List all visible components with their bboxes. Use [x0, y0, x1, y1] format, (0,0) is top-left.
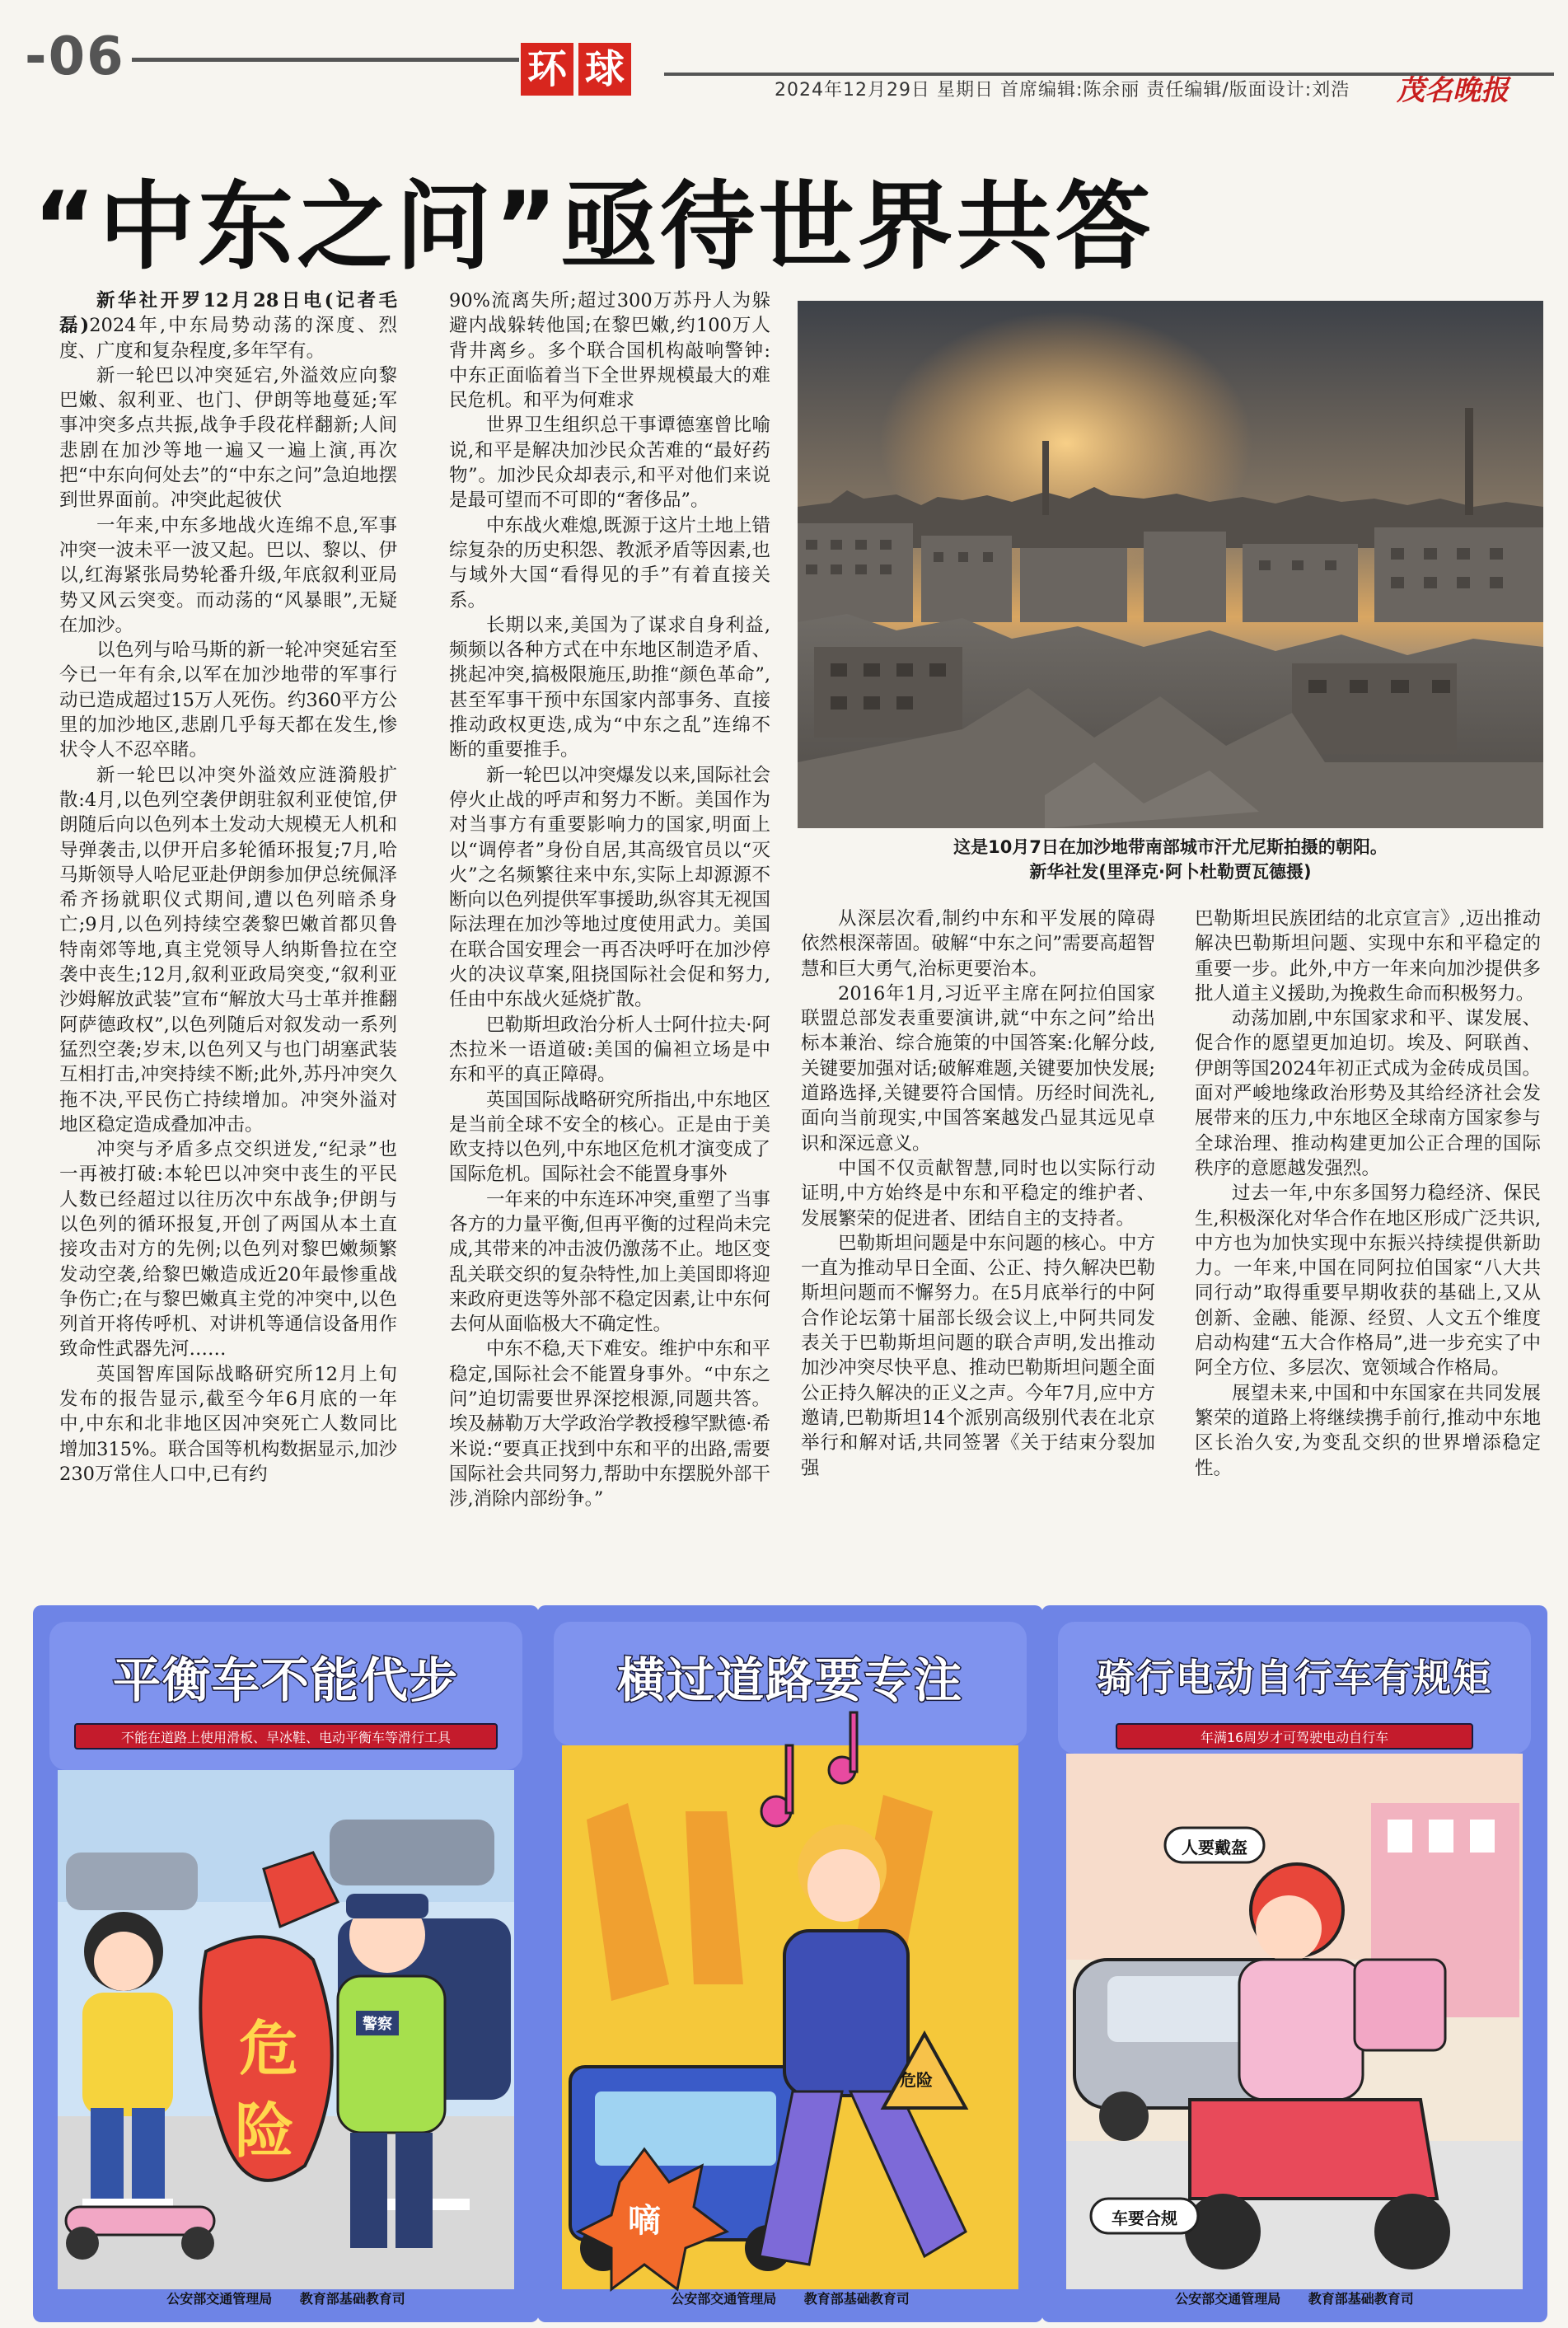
poster-cross-road: [537, 1605, 1043, 2322]
article-paragraph: [59, 638, 397, 762]
poster-1-illustration: [33, 1605, 539, 2322]
dateline: 新华社开罗12月28日电(记者毛磊): [59, 290, 397, 337]
paragraph-text: 中东不稳,天下难安。维护中东和平稳定,国际社会不能置身事外。“中东之问”迫切需要世界深挖根源,同题共答。埃及赫勒万大学政治学教授穆罕默德·希米说:“要真正找到中东和平的出路,需要国际社会共同努力,帮助中东摆脱外部干涉,消除内部纷争。”: [449, 1338, 770, 1511]
poster-3-footer: [1041, 2288, 1547, 2307]
poster-1-label-xian: 险: [235, 2096, 295, 2166]
paragraph-text: 过去一年,中东多国努力稳经济、保民生,积极深化对华合作在地区形成广泛共识,中方也为加快实现中东振兴持续提供新助力。一年来,中国在同阿拉伯国家“八大共同行动”取得重要早期收获的基础上,又从创新、金融、能源、经贸、人文五个维度启动构建“五大合作格局”,进一步充实了中阿全方位、多层次、宽领域合作格局。: [1195, 1183, 1541, 1379]
article-paragraph: [59, 763, 397, 1137]
article-paragraph: [449, 763, 770, 1013]
article-paragraph: [59, 1137, 397, 1362]
poster-3-label-compliant: 车要合规: [1112, 2209, 1177, 2228]
poster-3-subtitle: 年满16周岁才可驾驶电动自行车: [1116, 1723, 1473, 1750]
poster-1-footer-org-2: 教育部基础教育司: [299, 2291, 405, 2307]
article-paragraph: [1195, 1381, 1541, 1481]
paragraph-text: 从深层次看,制约中东和平发展的障碍依然根深蒂固。破解“中东之问”需要高超智慧和巨大勇气,治标更要治本。: [801, 908, 1155, 980]
poster-1-footer: [33, 2288, 539, 2307]
poster-3-footer-org-2: 教育部基础教育司: [1308, 2291, 1414, 2307]
news-photo: [798, 301, 1543, 828]
article-paragraph: [801, 1156, 1155, 1231]
paragraph-text: 新一轮巴以冲突外溢效应涟漪般扩散:4月,以色列空袭伊朗驻叙利亚使馆,伊朗随后向以色列本土发动大规模无人机和导弹袭击,以伊开启多轮循环报复;7月,哈马斯领导人哈尼亚赴伊朗参加伊总统佩泽希齐扬就职仪式期间,遭以色列暗杀身亡;9月,以色列持续空袭黎巴嫩首都贝鲁特南郊等地,真主党领导人纳斯鲁拉在空袭中丧生;12月,叙利亚政局突变,“叙利亚沙姆解放武装”宣布“解放大马士革并推翻阿萨德政权”,以色列随后对叙发动一系列猛烈空袭;岁末,以色列又与也门胡塞武装互相打击,冲突持续不断;此外,苏丹冲突久拖不决,平民伤亡持续增加。冲突外溢对地区稳定造成叠加冲击。: [59, 764, 397, 1136]
section-tag: [521, 43, 636, 96]
article-paragraph: [59, 513, 397, 638]
page-number: -06: [25, 26, 125, 87]
article-column-1: [59, 288, 397, 1487]
page-header: [0, 0, 1568, 148]
paragraph-text: 世界卫生组织总干事谭德塞曾比喻说,和平是解决加沙民众苦难的“最好药物”。加沙民众却表示,和平对他们来说是最可望而不可即的“奢侈品”。: [449, 415, 770, 512]
poster-1-subtitle: 不能在道路上使用滑板、旱冰鞋、电动平衡车等滑行工具: [74, 1723, 498, 1750]
paragraph-text: 一年来的中东连环冲突,重塑了当事各方的力量平衡,但再平衡的过程尚未完成,其带来的冲击波仍激荡不止。地区变乱关联交织的复杂特性,加上美国即将迎来政府更迭等外部不稳定因素,让中东何去何从面临极大不确定性。: [449, 1188, 770, 1336]
paragraph-text: 一年来,中东多地战火连绵不息,军事冲突一波未平一波又起。巴以、黎以、伊以,红海紧张局势轮番升级,年底叙利亚局势又风云突变。而动荡的“风暴眼”,无疑在加沙。: [59, 514, 397, 636]
poster-2-footer-org-1: 公安部交通管理局: [671, 2291, 777, 2307]
paragraph-text: 新一轮巴以冲突爆发以来,国际社会停火止战的呼声和努力不断。美国作为对当事方有重要影响力的国家,明面上以“调停者”身份自居,其高级官员以“灭火”之名频繁往来中东,实际上却源源不断向以色列提供军事援助,纵容其无视国际法理在加沙等地过度使用武力。美国在联合国安理会一再否决呼吁在加沙停火的决议草案,阻挠国际社会促和努力,任由中东战火延烧扩散。: [449, 764, 770, 1011]
caption-line-1: 这是10月7日在加沙地带南部城市汗尤尼斯拍摄的朝阳。: [953, 837, 1388, 857]
poster-1-label-police: 警察: [356, 2011, 399, 2035]
paragraph-text: 2016年1月,习近平主席在阿拉伯国家联盟总部发表重要演讲,就“中东之问”给出标本兼治、综合施策的中国答案:化解分歧,关键要加强对话;破解难题,关键要加快发展;道路选择,关键要符合国情。历经时间洗礼,面向当前现实,中国答案越发凸显其远见卓识和深远意义。: [801, 982, 1155, 1155]
article-paragraph: [449, 513, 770, 613]
poster-ebike-rules: [1041, 1605, 1547, 2322]
poster-1-footer-org-1: 公安部交通管理局: [166, 2291, 273, 2307]
article-column-4: [1195, 906, 1541, 1481]
poster-1-label-wei: 危: [239, 2014, 299, 2083]
article-paragraph: [1195, 906, 1541, 1006]
masthead-logo: 茂名晚报: [1397, 74, 1509, 107]
issue-line: 2024年12月29日 星期日 首席编辑:陈余丽 责任编辑/版面设计:刘浩: [775, 80, 1350, 101]
article-paragraph: [449, 1337, 770, 1511]
headline: “中东之问”亟待世界共答: [33, 171, 1154, 283]
article-paragraph: [449, 1187, 770, 1337]
article-paragraph: [1195, 1006, 1541, 1181]
paragraph-text: 巴勒斯坦政治分析人士阿什拉夫·阿杰拉米一语道破:美国的偏袒立场是中东和平的真正障碍。: [449, 1014, 770, 1086]
article-paragraph: [449, 1013, 770, 1088]
photo-caption: [798, 835, 1543, 884]
poster-3-label-helmet: 人要戴盔: [1182, 1838, 1247, 1857]
paragraph-text: 冲突与矛盾多点交织迸发,“纪录”也一再被打破:本轮巴以冲突中丧生的平民人数已经超过以往历次中东战争;伊朗与以色列的循环报复,开创了两国从本土直接攻击对方的先例;以色列对黎巴嫩频繁发动空袭,给黎巴嫩造成近20年最惨重战争伤亡;在与黎巴嫩真主党的冲突中,以色列首开将传呼机、对讲机等通信设备用作致命性武器先河……: [59, 1139, 397, 1361]
caption-line-2: 新华社发(里泽克·阿卜杜勒贾瓦德摄): [1029, 862, 1312, 882]
poster-2-title: 横过道路要专注: [616, 1652, 963, 1708]
article-paragraph: [801, 906, 1155, 981]
paragraph-text: 中国不仅贡献智慧,同时也以实际行动证明,中方始终是中东和平稳定的维护者、发展繁荣的促进者、团结自主的支持者。: [801, 1157, 1155, 1230]
poster-1-title: 平衡车不能代步: [112, 1652, 459, 1708]
header-rule-left: [132, 58, 519, 62]
article-paragraph: [59, 288, 397, 363]
article-paragraph: [449, 1088, 770, 1187]
paragraph-text: 巴勒斯坦民族团结的北京宣言》,迈出推动解决巴勒斯坦问题、实现中东和平稳定的重要一步。此外,中方一年来向加沙提供多批人道主义援助,为挽救生命而积极努力。: [1195, 908, 1541, 1005]
article-paragraph: [801, 1231, 1155, 1481]
paragraph-text: 英国智库国际战略研究所12月上旬发布的报告显示,截至今年6月底的一年中,中东和北非地区因冲突死亡人数同比增加315%。联合国等机构数据显示,加沙230万常住人口中,已有约: [59, 1363, 397, 1485]
article-paragraph: [59, 1362, 397, 1487]
paragraph-text: 中东战火难熄,既源于这片土地上错综复杂的历史积怨、教派矛盾等因素,也与域外大国“看得见的手”有着直接关系。: [449, 514, 770, 611]
section-char-1: 环: [521, 43, 573, 96]
poster-2-label-honk: 嘀: [628, 2202, 661, 2240]
photo-gaza-sunrise: [798, 301, 1543, 828]
paragraph-text: 英国国际战略研究所指出,中东地区是当前全球不安全的核心。正是由于美欧支持以色列,中东地区危机才演变成了国际危机。国际社会不能置身事外: [449, 1089, 770, 1186]
paragraph-text: 长期以来,美国为了谋求自身利益,频频以各种方式在中东地区制造矛盾、挑起冲突,搞极限施压,助推“颜色革命”,甚至军事干预中东国家内部事务、直接推动政权更迭,成为“中东之乱”连绵不断的重要推手。: [449, 614, 770, 761]
poster-2-label-danger: 危险: [900, 2070, 933, 2090]
paragraph-text: 以色列与哈马斯的新一轮冲突延宕至今已一年有余,以军在加沙地带的军事行动已造成超过15万人死伤。约360平方公里的加沙地区,悲剧几乎每天都在发生,惨状令人不忍卒睹。: [59, 639, 397, 761]
article-paragraph: [449, 413, 770, 513]
article-column-3: [801, 906, 1155, 1481]
paragraph-text: 巴勒斯坦问题是中东问题的核心。中方一直为推动早日全面、公正、持久解决巴勒斯坦问题而不懈努力。在5月底举行的中阿合作论坛第十届部长级会议上,中阿共同发表关于巴勒斯坦问题的联合声明,发出推动加沙冲突尽快平息、推动巴勒斯坦问题全面公正持久解决的正义之声。今年7月,应中方邀请,巴勒斯坦14个派别高级别代表在北京举行和解对话,共同签署《关于结束分裂加强: [801, 1232, 1155, 1479]
poster-2-footer-org-2: 教育部基础教育司: [803, 2291, 910, 2307]
article-paragraph: [801, 981, 1155, 1156]
poster-balance-scooter: [33, 1605, 539, 2322]
paragraph-text: 90%流离失所;超过300万苏丹人为躲避内战躲转他国;在黎巴嫩,约100万人背井离乡。多个联合国机构敲响警钟:中东正面临着当下全世界规模最大的难民危机。和平为何难求: [449, 290, 770, 412]
poster-3-footer-org-1: 公安部交通管理局: [1175, 2291, 1281, 2307]
article-paragraph: [449, 613, 770, 763]
article-paragraph: [449, 288, 770, 413]
paragraph-text: 2024年,中东局势动荡的深度、烈度、广度和复杂程度,多年罕有。: [59, 315, 397, 362]
paragraph-text: 展望未来,中国和中东国家在共同发展繁荣的道路上将继续携手前行,推动中东地区长治久安,为变乱交织的世界增添稳定性。: [1195, 1382, 1541, 1479]
poster-3-title: 骑行电动自行车有规矩: [1097, 1656, 1492, 1700]
section-char-2: 球: [578, 43, 631, 96]
article-paragraph: [59, 363, 397, 513]
paragraph-text: 动荡加剧,中东国家求和平、谋发展、促合作的愿望更加迫切。埃及、阿联酋、伊朗等国2024年初正式成为金砖成员国。面对严峻地缘政治形势及其给经济社会发展带来的压力,中东地区全球南方国家参与全球治理、推动构建更加公正合理的国际秩序的意愿越发强烈。: [1195, 1008, 1541, 1179]
poster-2-footer: [537, 2288, 1043, 2307]
poster-2-illustration: [537, 1605, 1043, 2322]
article-paragraph: [1195, 1181, 1541, 1380]
article-column-2: [449, 288, 770, 1512]
paragraph-text: 新一轮巴以冲突延宕,外溢效应向黎巴嫩、叙利亚、也门、伊朗等地蔓延;军事冲突多点共振,战争手段花样翻新;人间悲剧在加沙等地一遍又一遍上演,再次把“中东向何处去”的“中东之问”急迫地摆到世界面前。冲突此起彼伏: [59, 364, 397, 512]
